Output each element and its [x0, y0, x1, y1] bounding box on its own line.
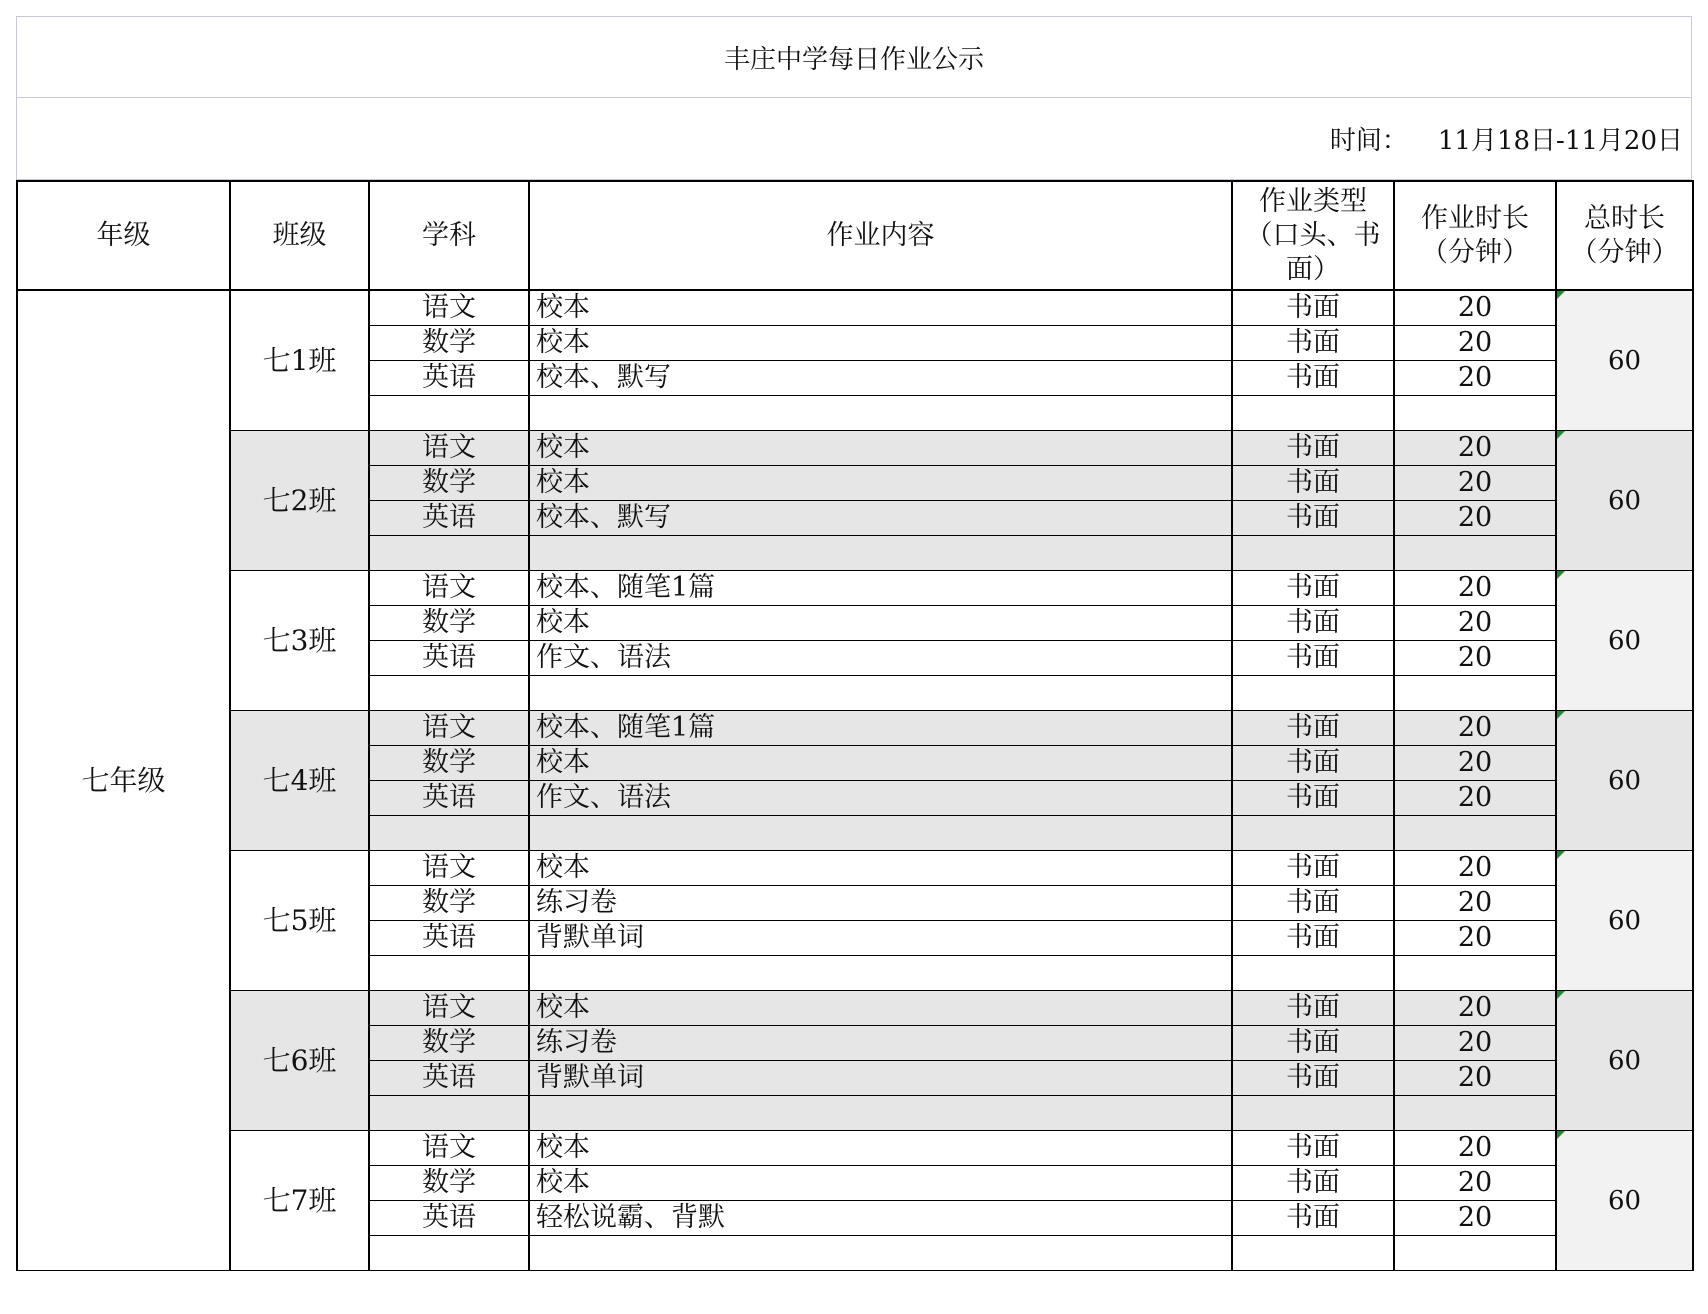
duration-cell: [1394, 816, 1556, 851]
subject-cell: 数学: [369, 886, 529, 921]
subject-cell: [369, 676, 529, 711]
duration-cell: 20: [1394, 991, 1556, 1026]
type-cell: [1232, 1096, 1394, 1131]
type-cell: 书面: [1232, 746, 1394, 781]
content-cell: 校本、随笔1篇: [529, 571, 1232, 606]
content-cell: [529, 676, 1232, 711]
duration-cell: 20: [1394, 466, 1556, 501]
content-cell: 校本: [529, 431, 1232, 466]
duration-cell: [1394, 396, 1556, 431]
type-cell: [1232, 536, 1394, 571]
type-cell: 书面: [1232, 571, 1394, 606]
subject-cell: [369, 956, 529, 991]
subject-cell: [369, 536, 529, 571]
total-duration-cell: 60: [1556, 711, 1693, 851]
page-title: 丰庄中学每日作业公示: [723, 44, 984, 75]
subject-cell: 英语: [369, 501, 529, 536]
table-row: [17, 571, 1693, 606]
duration-cell: 20: [1394, 606, 1556, 641]
content-cell: [529, 956, 1232, 991]
content-cell: [529, 1096, 1232, 1131]
table-row: [17, 1131, 1693, 1166]
duration-cell: 20: [1394, 886, 1556, 921]
subject-cell: 英语: [369, 1061, 529, 1096]
subject-cell: 数学: [369, 1026, 529, 1061]
table-row: [17, 290, 1693, 326]
header-duration: 作业时长（分钟）: [1394, 181, 1556, 290]
content-cell: 作文、语法: [529, 781, 1232, 816]
content-cell: [529, 536, 1232, 571]
table-row: [17, 991, 1693, 1026]
table-row: [17, 711, 1693, 746]
content-cell: 校本: [529, 746, 1232, 781]
type-cell: 书面: [1232, 1061, 1394, 1096]
subject-cell: [369, 1096, 529, 1131]
class-name-cell: 七6班: [230, 991, 369, 1131]
header-content: 作业内容: [529, 181, 1232, 290]
type-cell: 书面: [1232, 1201, 1394, 1236]
content-cell: 练习卷: [529, 886, 1232, 921]
content-cell: 校本、默写: [529, 361, 1232, 396]
table-row: [17, 851, 1693, 886]
type-cell: 书面: [1232, 466, 1394, 501]
content-cell: 作文、语法: [529, 641, 1232, 676]
type-cell: 书面: [1232, 886, 1394, 921]
content-cell: 校本: [529, 606, 1232, 641]
content-cell: 校本、随笔1篇: [529, 711, 1232, 746]
content-cell: [529, 396, 1232, 431]
type-cell: 书面: [1232, 326, 1394, 361]
homework-table: [16, 180, 1694, 1271]
type-cell: 书面: [1232, 501, 1394, 536]
type-cell: [1232, 816, 1394, 851]
date-value: 11月18日-11月20日: [1437, 126, 1683, 156]
table-row: [17, 431, 1693, 466]
subject-cell: 语文: [369, 290, 529, 326]
type-cell: 书面: [1232, 851, 1394, 886]
duration-cell: 20: [1394, 1166, 1556, 1201]
type-cell: 书面: [1232, 781, 1394, 816]
total-duration-cell: 60: [1556, 851, 1693, 991]
subject-cell: 数学: [369, 1166, 529, 1201]
content-cell: [529, 1236, 1232, 1271]
subject-cell: 语文: [369, 851, 529, 886]
total-duration-cell: 60: [1556, 991, 1693, 1131]
subject-cell: 英语: [369, 921, 529, 956]
subject-cell: 英语: [369, 361, 529, 396]
subject-cell: 语文: [369, 711, 529, 746]
type-cell: [1232, 1236, 1394, 1271]
duration-cell: 20: [1394, 290, 1556, 326]
duration-cell: 20: [1394, 851, 1556, 886]
subject-cell: [369, 1236, 529, 1271]
type-cell: [1232, 676, 1394, 711]
duration-cell: 20: [1394, 711, 1556, 746]
content-cell: 校本: [529, 1131, 1232, 1166]
content-cell: 校本、默写: [529, 501, 1232, 536]
header-row: [17, 181, 1693, 290]
duration-cell: 20: [1394, 1131, 1556, 1166]
class-name-cell: 七7班: [230, 1131, 369, 1271]
type-cell: 书面: [1232, 1166, 1394, 1201]
class-name-cell: 七3班: [230, 571, 369, 711]
subject-cell: 数学: [369, 746, 529, 781]
header-class: 班级: [230, 181, 369, 290]
subject-cell: [369, 396, 529, 431]
content-cell: 校本: [529, 290, 1232, 326]
subject-cell: 英语: [369, 641, 529, 676]
subject-cell: 数学: [369, 466, 529, 501]
subject-cell: 英语: [369, 781, 529, 816]
type-cell: 书面: [1232, 641, 1394, 676]
type-cell: [1232, 956, 1394, 991]
subject-cell: 语文: [369, 431, 529, 466]
duration-cell: 20: [1394, 1201, 1556, 1236]
content-cell: 背默单词: [529, 921, 1232, 956]
total-duration-cell: 60: [1556, 1131, 1693, 1271]
type-cell: 书面: [1232, 921, 1394, 956]
type-cell: 书面: [1232, 711, 1394, 746]
type-cell: 书面: [1232, 991, 1394, 1026]
duration-cell: 20: [1394, 431, 1556, 466]
content-cell: 校本: [529, 1166, 1232, 1201]
homework-sheet: [16, 16, 1692, 1271]
class-name-cell: 七1班: [230, 290, 369, 431]
duration-cell: 20: [1394, 1026, 1556, 1061]
content-cell: 校本: [529, 851, 1232, 886]
class-name-cell: 七4班: [230, 711, 369, 851]
header-total: 总时长（分钟）: [1556, 181, 1693, 290]
class-name-cell: 七2班: [230, 431, 369, 571]
type-cell: 书面: [1232, 1131, 1394, 1166]
date-row: [16, 98, 1692, 180]
date-label: 时间：: [1329, 126, 1408, 156]
header-grade: 年级: [17, 181, 230, 290]
subject-cell: [369, 816, 529, 851]
duration-cell: [1394, 1096, 1556, 1131]
type-cell: [1232, 396, 1394, 431]
content-cell: 轻松说霸、背默: [529, 1201, 1232, 1236]
duration-cell: [1394, 1236, 1556, 1271]
type-cell: 书面: [1232, 1026, 1394, 1061]
content-cell: 校本: [529, 466, 1232, 501]
content-cell: 校本: [529, 326, 1232, 361]
header-subject: 学科: [369, 181, 529, 290]
total-duration-cell: 60: [1556, 290, 1693, 431]
subject-cell: 语文: [369, 991, 529, 1026]
duration-cell: 20: [1394, 746, 1556, 781]
duration-cell: 20: [1394, 571, 1556, 606]
header-type: 作业类型（口头、书面）: [1232, 181, 1394, 290]
sheet-title-row: [16, 16, 1692, 98]
subject-cell: 数学: [369, 606, 529, 641]
type-cell: 书面: [1232, 431, 1394, 466]
duration-cell: [1394, 536, 1556, 571]
type-cell: 书面: [1232, 290, 1394, 326]
content-cell: 校本: [529, 991, 1232, 1026]
content-cell: [529, 816, 1232, 851]
duration-cell: 20: [1394, 781, 1556, 816]
duration-cell: 20: [1394, 361, 1556, 396]
content-cell: 练习卷: [529, 1026, 1232, 1061]
duration-cell: 20: [1394, 501, 1556, 536]
subject-cell: 语文: [369, 1131, 529, 1166]
class-name-cell: 七5班: [230, 851, 369, 991]
subject-cell: 英语: [369, 1201, 529, 1236]
type-cell: 书面: [1232, 606, 1394, 641]
subject-cell: 数学: [369, 326, 529, 361]
subject-cell: 语文: [369, 571, 529, 606]
grade-cell: 七年级: [17, 290, 230, 1271]
duration-cell: 20: [1394, 641, 1556, 676]
duration-cell: [1394, 956, 1556, 991]
total-duration-cell: 60: [1556, 431, 1693, 571]
table-body: [17, 290, 1693, 1271]
content-cell: 背默单词: [529, 1061, 1232, 1096]
duration-cell: [1394, 676, 1556, 711]
type-cell: 书面: [1232, 361, 1394, 396]
duration-cell: 20: [1394, 326, 1556, 361]
total-duration-cell: 60: [1556, 571, 1693, 711]
duration-cell: 20: [1394, 1061, 1556, 1096]
duration-cell: 20: [1394, 921, 1556, 956]
